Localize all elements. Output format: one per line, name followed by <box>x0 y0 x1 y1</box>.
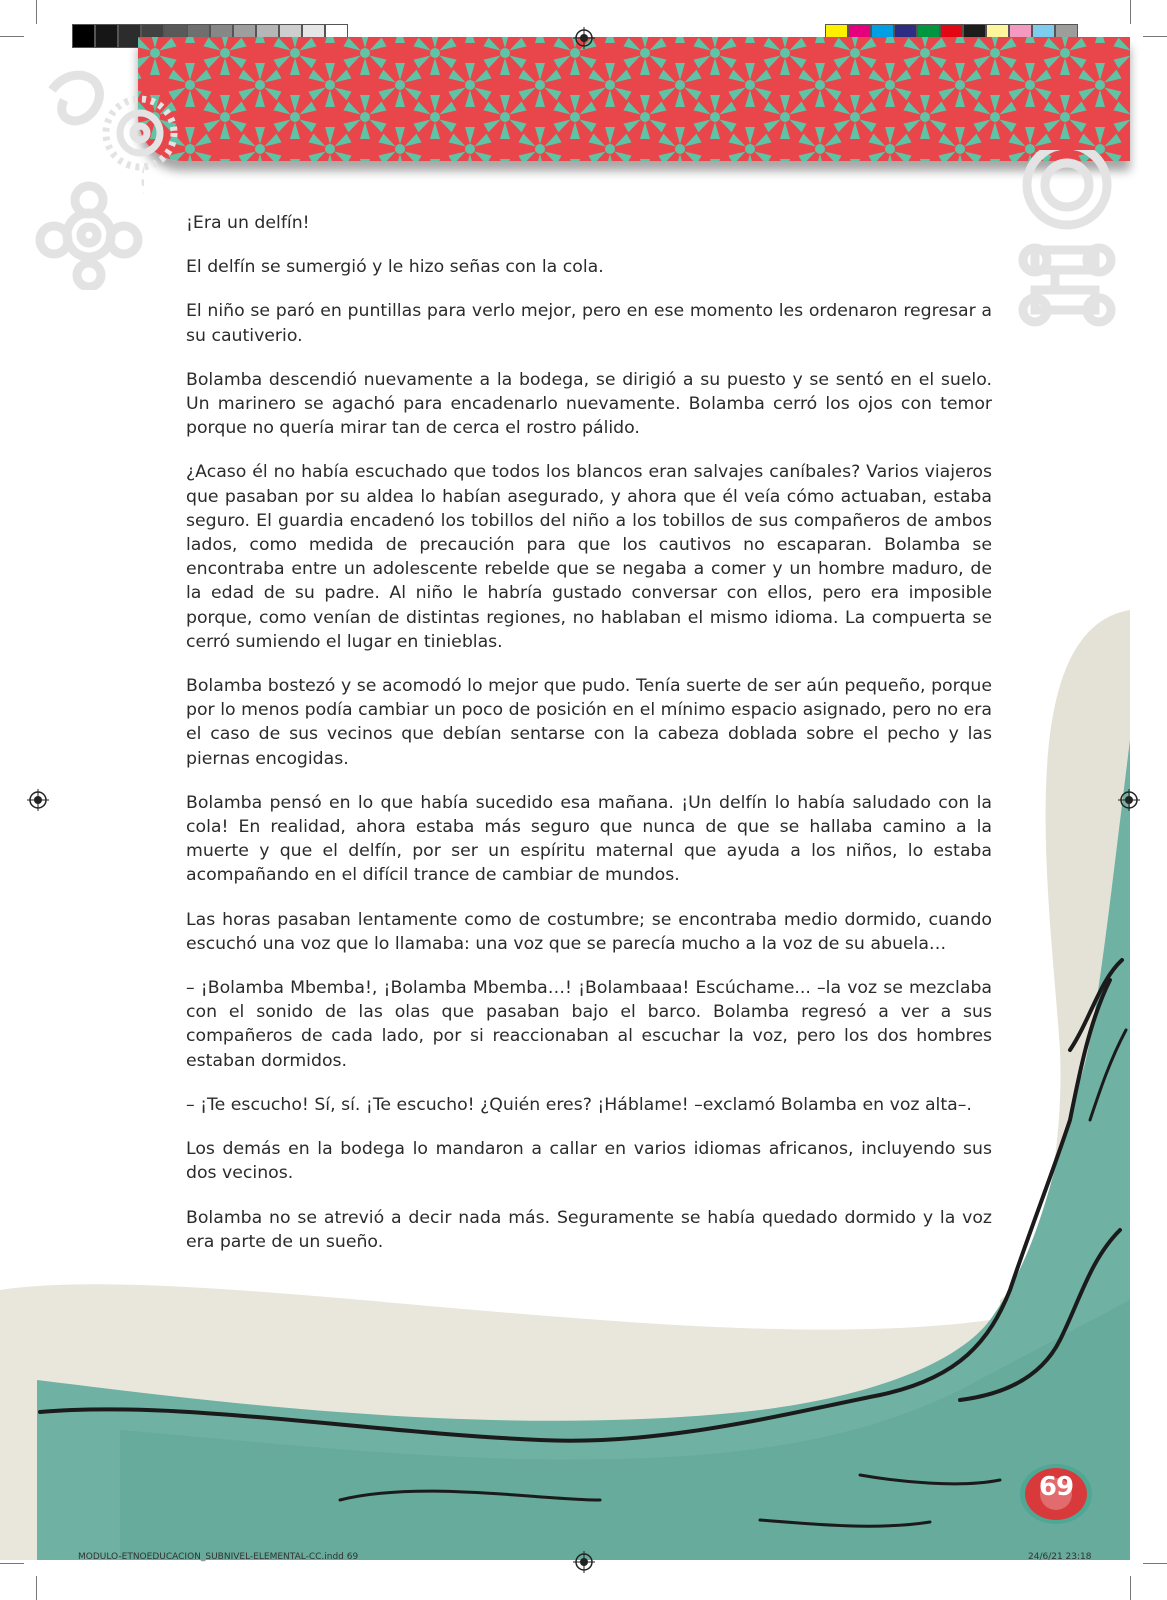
crop-mark <box>1143 36 1167 37</box>
crop-mark <box>0 36 24 37</box>
paragraph: – ¡Bolamba Mbemba!, ¡Bolamba Mbemba…! ¡Bolambaaa! Escúchame... –la voz se mezclaba con el sonido de las olas que pasaban bajo el barco. Bolamba regresó a ver a sus compañeros de cada lado, por si reaccionaban al escuchar la voz, pero los dos hombres estaban dormidos. <box>186 978 992 1071</box>
page-number: 69 <box>1038 1472 1074 1502</box>
paragraph: ¡Era un delfín! <box>186 213 310 233</box>
paragraph: Bolamba descendió nuevamente a la bodega, se dirigió a su puesto y se sentó en el suelo. Un marinero se agachó para encadenarlo nuevamente. Bolamba cerró los ojos con temor porque no quería mirar tan de cerca el rostro pálido. <box>186 369 992 439</box>
crop-mark <box>1130 1576 1131 1600</box>
registration-mark-icon <box>573 27 595 49</box>
crop-mark <box>1143 1563 1167 1564</box>
paragraph: Bolamba bostezó y se acomodó lo mejor que pudo. Tenía suerte de ser aún pequeño, porque por lo menos podía cambiar un poco de posición en el mínimo espacio asignado, pero no era el caso de sus vecinos que debían sentarse con la cabeza doblada sobre el pecho y las piernas encogidas. <box>186 676 992 769</box>
story-text <box>186 211 992 1274</box>
paragraph: Bolamba pensó en lo que había sucedido esa mañana. ¡Un delfín lo había saludado con la cola! En realidad, ahora estaba más seguro que nunca de que se hallaba camino a la muerte y que el delfín, por ser un espíritu maternal que ayuda a los niños, lo estaba acompañando en el difícil trance de cambiar de mundos. <box>186 792 992 886</box>
registration-mark-icon <box>27 789 49 811</box>
registration-mark-icon <box>1118 789 1140 811</box>
crop-mark <box>36 0 37 24</box>
date-slug: 24/6/21 23:18 <box>1028 1552 1092 1562</box>
crop-mark <box>0 1563 24 1564</box>
sun-ornament-icon <box>95 88 185 178</box>
paragraph: Bolamba no se atrevió a decir nada más. Seguramente se había quedado dormido y la voz era parte de un sueño. <box>186 1207 992 1252</box>
decorative-flower-band <box>138 37 1130 161</box>
paragraph: Los demás en la bodega lo mandaron a callar en varios idiomas africanos, incluyendo sus dos vecinos. <box>186 1139 992 1184</box>
paragraph: Las horas pasaban lentamente como de costumbre; se encontraba medio dormido, cuando escuchó una voz que lo llamaba: una voz que se parecía mucho a la voz de su abuela… <box>186 909 992 954</box>
crop-mark <box>36 1576 37 1600</box>
crop-mark <box>1130 0 1131 24</box>
paragraph: El niño se paró en puntillas para verlo mejor, pero en ese momento les ordenaron regresar a su cautiverio. <box>186 301 992 346</box>
paragraph: – ¡Te escucho! Sí, sí. ¡Te escucho! ¿Quién eres? ¡Háblame! –exclamó Bolamba en voz alta–. <box>186 1094 972 1115</box>
registration-mark-icon <box>573 1551 595 1573</box>
paragraph: El delfín se sumergió y le hizo señas con la cola. <box>186 257 604 278</box>
concentric-ornament-icon <box>995 150 1130 330</box>
file-slug: MODULO-ETNOEDUCACION_SUBNIVEL-ELEMENTAL-CC.indd 69 <box>78 1552 359 1562</box>
paragraph: ¿Acaso él no había escuchado que todos los blancos eran salvajes caníbales? Varios viajeros que pasaban por su aldea lo habían asegurado, y ahora que él veía cómo actuaban, estaba seguro. El guardia encadenó los tobillos del niño a los tobillos de sus compañeros de ambos lados, como medida de precaución para que los cautivos no escaparan. Bolamba se encontraba entre un adolescente rebelde que se negaba a comer y un hombre maduro, de la edad de su padre. Al niño le habría gustado conversar con ellos, pero era imposible porque, como venían de distintas regiones, no hablaban el mismo idioma. La compuerta se cerró sumiendo el lugar en tinieblas. <box>186 462 992 652</box>
